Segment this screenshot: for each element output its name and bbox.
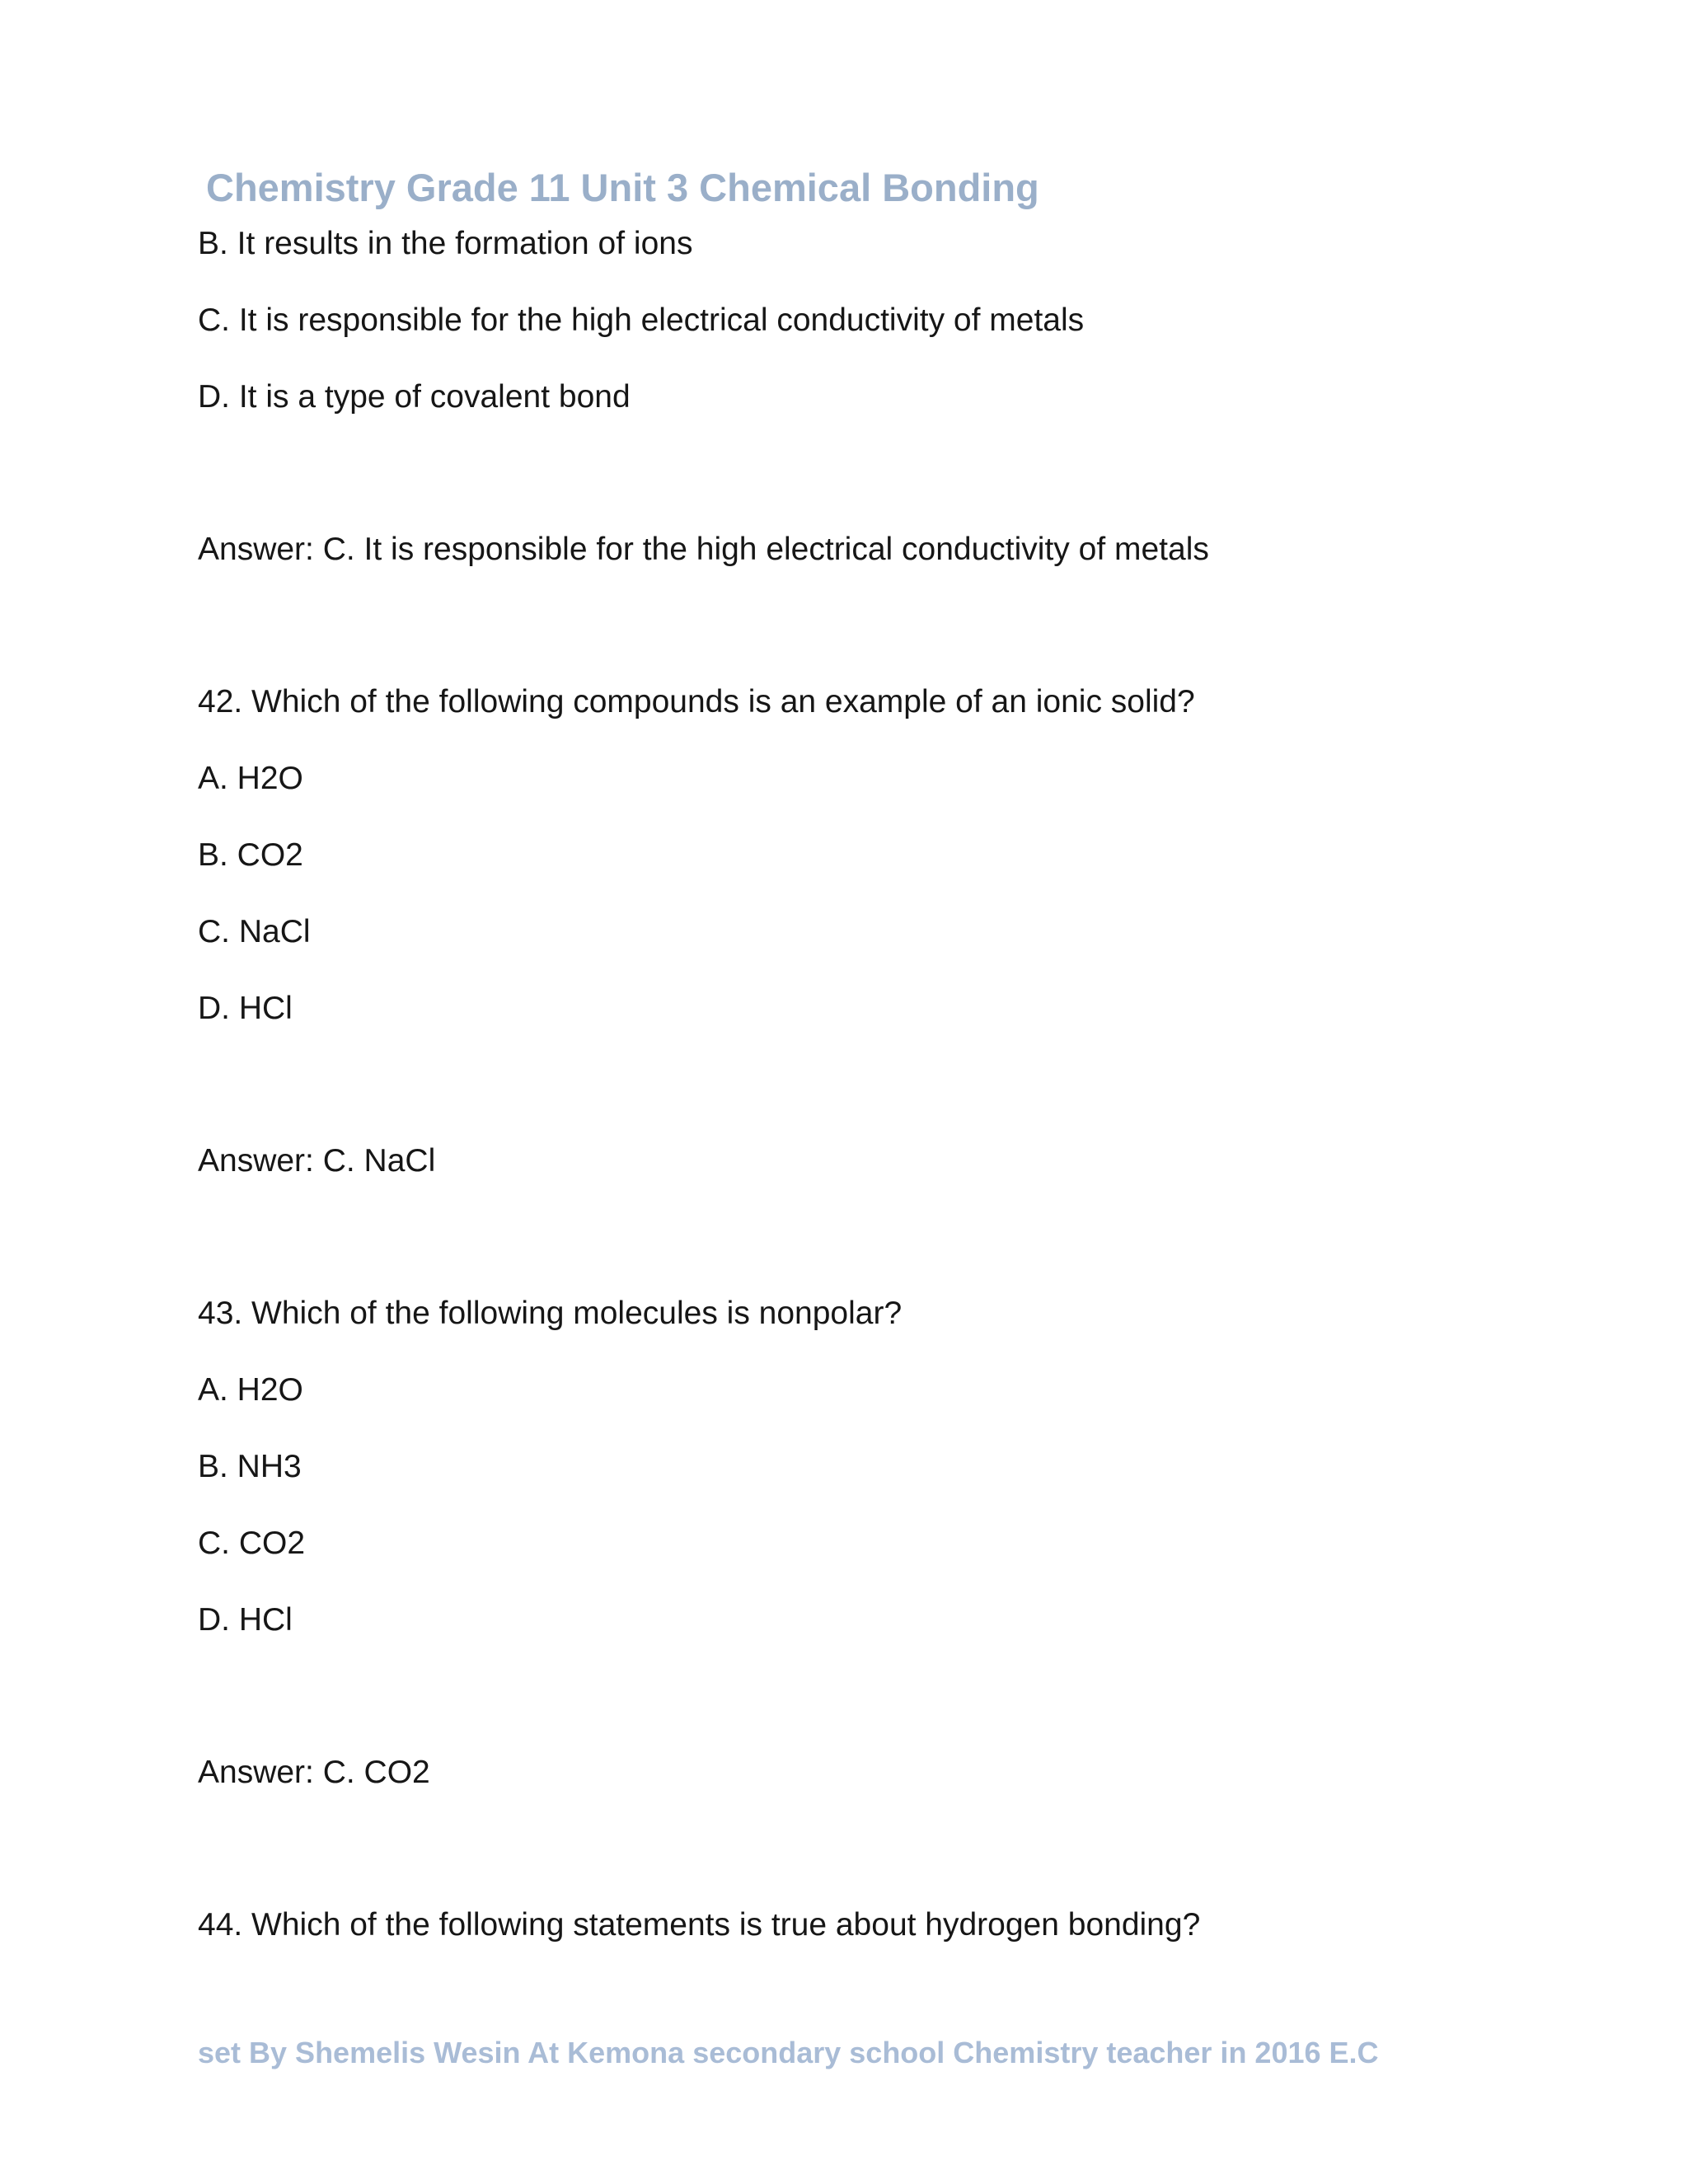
- option-c-q43: C. CO2: [198, 1526, 306, 1561]
- answer-q43: Answer: C. CO2: [198, 1755, 430, 1790]
- option-c-q42: C. NaCl: [198, 914, 311, 949]
- option-b-q42: B. CO2: [198, 837, 303, 873]
- option-c-q41: C. It is responsible for the high electrical conductivity of metals: [198, 302, 1085, 338]
- answer-q41: Answer: C. It is responsible for the high electrical conductivity of metals: [198, 532, 1209, 567]
- option-b-q43: B. NH3: [198, 1449, 302, 1484]
- page-header-title: Chemistry Grade 11 Unit 3 Chemical Bonding: [206, 166, 1039, 209]
- option-d-q43: D. HCl: [198, 1602, 293, 1638]
- question-43: 43. Which of the following molecules is nonpolar?: [198, 1296, 903, 1331]
- option-a-q42: A. H2O: [198, 761, 303, 796]
- answer-q42: Answer: C. NaCl: [198, 1143, 436, 1179]
- question-42: 42. Which of the following compounds is an example of an ionic solid?: [198, 684, 1195, 719]
- option-a-q43: A. H2O: [198, 1372, 303, 1408]
- option-d-q41: D. It is a type of covalent bond: [198, 379, 631, 415]
- option-b-q41: B. It results in the formation of ions: [198, 226, 693, 261]
- question-44: 44. Which of the following statements is true about hydrogen bonding?: [198, 1907, 1201, 1943]
- option-d-q42: D. HCl: [198, 991, 293, 1026]
- page-footer-credit: set By Shemelis Wesin At Kemona secondary school Chemistry teacher in 2016 E.C: [198, 2036, 1379, 2069]
